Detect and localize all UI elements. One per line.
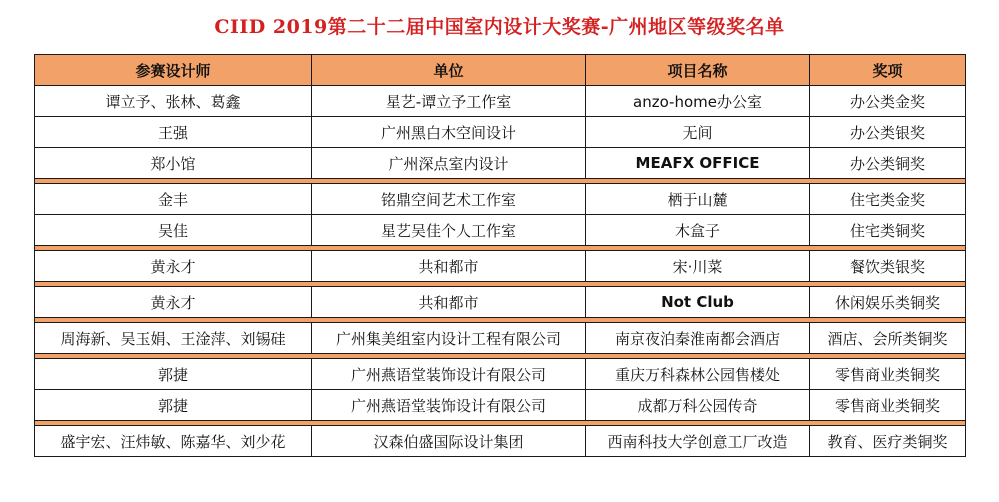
table-row bbox=[35, 390, 966, 421]
award-cell: 餐饮类银奖 bbox=[810, 251, 966, 282]
organization-cell: 铭鼎空间艺术工作室 bbox=[312, 184, 586, 215]
organization-cell: 星艺吴佳个人工作室 bbox=[312, 215, 586, 246]
organization-cell: 共和都市 bbox=[312, 251, 586, 282]
award-cell: 零售商业类铜奖 bbox=[810, 359, 966, 390]
award-cell: 住宅类金奖 bbox=[810, 184, 966, 215]
designer-cell: 谭立予、张林、葛鑫 bbox=[35, 86, 312, 117]
project-cell: 宋·川菜 bbox=[586, 251, 810, 282]
page-title: CIID 2019第二十二届中国室内设计大奖赛-广州地区等级奖名单 bbox=[214, 16, 785, 38]
header-project-name: 项目名称 bbox=[586, 55, 810, 86]
project-cell: 重庆万科森林公园售楼处 bbox=[586, 359, 810, 390]
project-cell: 无间 bbox=[586, 117, 810, 148]
project-cell: 木盒子 bbox=[586, 215, 810, 246]
table-row bbox=[35, 184, 966, 215]
organization-cell: 汉森伯盛国际设计集团 bbox=[312, 426, 586, 457]
award-cell: 酒店、会所类铜奖 bbox=[810, 323, 966, 354]
project-cell: 成都万科公园传奇 bbox=[586, 390, 810, 421]
table-header-row bbox=[35, 55, 966, 86]
table-row bbox=[35, 287, 966, 318]
project-cell: anzo-home办公室 bbox=[586, 86, 810, 117]
table-row bbox=[35, 86, 966, 117]
table-row bbox=[35, 426, 966, 457]
organization-cell: 广州深点室内设计 bbox=[312, 148, 586, 179]
designer-cell: 黄永才 bbox=[35, 251, 312, 282]
header-award: 奖项 bbox=[810, 55, 966, 86]
table-row bbox=[35, 323, 966, 354]
organization-cell: 广州集美组室内设计工程有限公司 bbox=[312, 323, 586, 354]
organization-cell: 广州燕语堂装饰设计有限公司 bbox=[312, 390, 586, 421]
organization-cell: 共和都市 bbox=[312, 287, 586, 318]
project-cell: Not Club bbox=[586, 287, 810, 318]
project-cell: 栖于山麓 bbox=[586, 184, 810, 215]
award-table bbox=[34, 54, 966, 457]
designer-cell: 郑小馆 bbox=[35, 148, 312, 179]
header-organization: 单位 bbox=[312, 55, 586, 86]
project-cell: 南京夜泊秦淮南都会酒店 bbox=[586, 323, 810, 354]
award-cell: 办公类银奖 bbox=[810, 117, 966, 148]
table-row bbox=[35, 215, 966, 246]
award-cell: 住宅类铜奖 bbox=[810, 215, 966, 246]
organization-cell: 星艺-谭立予工作室 bbox=[312, 86, 586, 117]
award-cell: 零售商业类铜奖 bbox=[810, 390, 966, 421]
award-cell: 休闲娱乐类铜奖 bbox=[810, 287, 966, 318]
table-row bbox=[35, 148, 966, 179]
designer-cell: 王强 bbox=[35, 117, 312, 148]
designer-cell: 黄永才 bbox=[35, 287, 312, 318]
award-cell: 办公类铜奖 bbox=[810, 148, 966, 179]
table-row bbox=[35, 117, 966, 148]
project-cell: MEAFX OFFICE bbox=[586, 148, 810, 179]
designer-cell: 郭捷 bbox=[35, 359, 312, 390]
award-cell: 教育、医疗类铜奖 bbox=[810, 426, 966, 457]
designer-cell: 金丰 bbox=[35, 184, 312, 215]
award-cell: 办公类金奖 bbox=[810, 86, 966, 117]
table-row bbox=[35, 251, 966, 282]
designer-cell: 盛宇宏、汪炜敏、陈嘉华、刘少花 bbox=[35, 426, 312, 457]
designer-cell: 郭捷 bbox=[35, 390, 312, 421]
project-cell: 西南科技大学创意工厂改造 bbox=[586, 426, 810, 457]
header-designer: 参赛设计师 bbox=[35, 55, 312, 86]
designer-cell: 吴佳 bbox=[35, 215, 312, 246]
table-row bbox=[35, 359, 966, 390]
organization-cell: 广州燕语堂装饰设计有限公司 bbox=[312, 359, 586, 390]
designer-cell: 周海新、吴玉娟、王淦萍、刘锡硅 bbox=[35, 323, 312, 354]
organization-cell: 广州黑白木空间设计 bbox=[312, 117, 586, 148]
